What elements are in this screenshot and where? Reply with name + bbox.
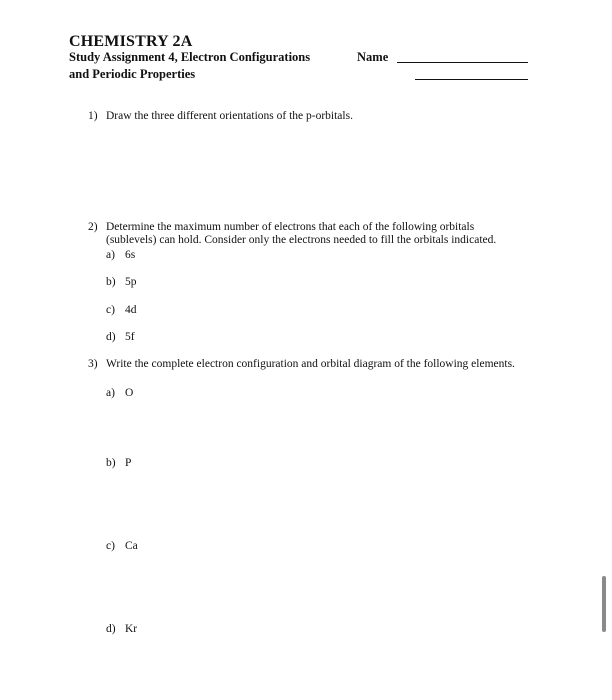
part-value: Ca xyxy=(125,540,138,552)
part-value: 4d xyxy=(125,304,137,316)
part-label: c) xyxy=(106,540,115,552)
question-number: 1) xyxy=(88,110,98,122)
part-label: c) xyxy=(106,304,115,316)
question-number: 3) xyxy=(88,358,98,370)
part-value: 5f xyxy=(125,331,135,343)
name-blank-line-1[interactable] xyxy=(397,62,528,63)
part-value: O xyxy=(125,387,134,399)
course-title: CHEMISTRY 2A xyxy=(69,33,193,50)
name-blank-line-2[interactable] xyxy=(415,79,528,80)
part-label: a) xyxy=(106,249,115,261)
question-text-line: Write the complete electron configuration and orbital diagram of the following elements. xyxy=(106,358,515,370)
question-text-line: (sublevels) can hold. Consider only the electrons needed to fill the orbitals indicated. xyxy=(106,234,497,246)
assignment-title-line2: and Periodic Properties xyxy=(69,67,196,81)
part-label: b) xyxy=(106,276,116,288)
part-label: a) xyxy=(106,387,115,399)
part-label: d) xyxy=(106,623,116,635)
part-value: P xyxy=(125,457,132,469)
part-value: 5p xyxy=(125,276,137,288)
vertical-scrollbar-thumb[interactable] xyxy=(602,576,606,632)
part-label: b) xyxy=(106,457,116,469)
question-text-line: Draw the three different orientations of the p-orbitals. xyxy=(106,110,353,122)
question-number: 2) xyxy=(88,221,98,233)
assignment-title-line1: Study Assignment 4, Electron Configurations xyxy=(69,50,311,64)
name-label: Name xyxy=(357,50,389,64)
part-value: 6s xyxy=(125,249,136,261)
part-label: d) xyxy=(106,331,116,343)
part-value: Kr xyxy=(125,623,138,635)
question-text-line: Determine the maximum number of electrons that each of the following orbitals xyxy=(106,221,475,233)
